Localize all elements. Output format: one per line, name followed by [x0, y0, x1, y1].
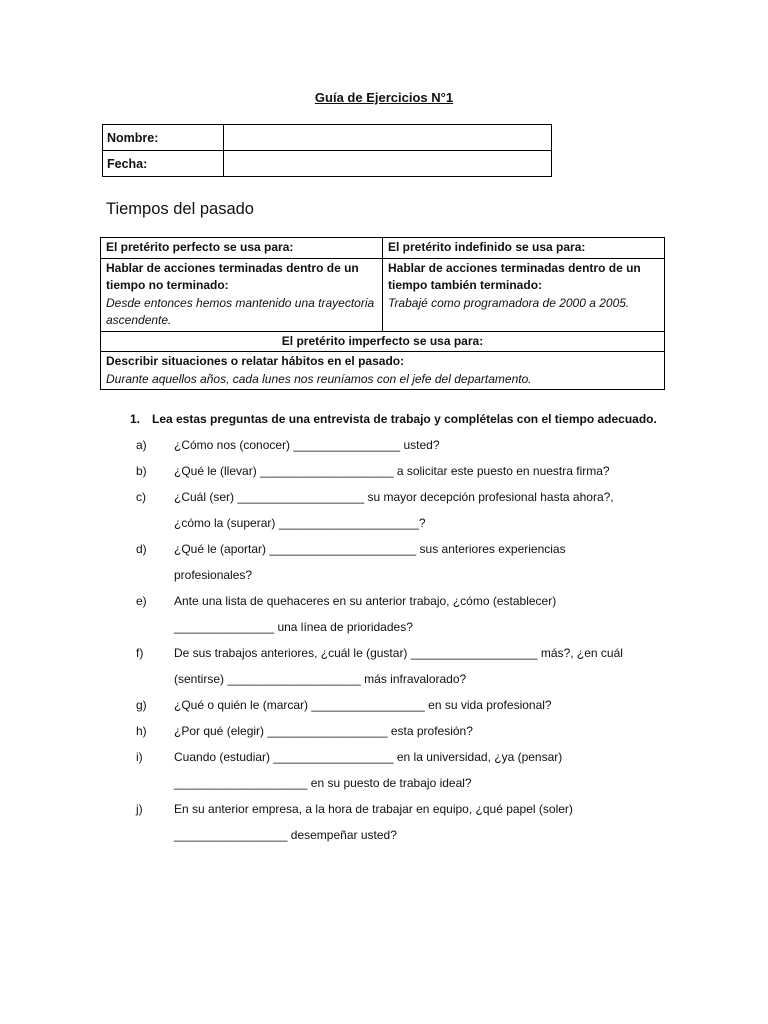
item-text: [174, 640, 690, 692]
grammar-header-row: [101, 238, 665, 259]
item-text: [174, 692, 690, 718]
item-letter: e): [136, 594, 147, 608]
exercise-instruction-text: Lea estas preguntas de una entrevista de trabajo y complételas con el tiempo adecuado.: [152, 412, 657, 426]
perfecto-header: El pretérito perfecto se usa para:: [101, 238, 383, 259]
grammar-table: [100, 237, 665, 390]
exercise-item: [130, 588, 690, 640]
exercise-item: [130, 692, 690, 718]
indefinido-example: Trabajé como programadora de 2000 a 2005.: [388, 295, 630, 310]
exercise-item: [130, 718, 690, 744]
exercise-1: [130, 412, 690, 848]
date-field[interactable]: [224, 151, 552, 177]
exercise-items: [130, 432, 690, 848]
item-letter: d): [136, 542, 147, 556]
date-label: Fecha:: [103, 151, 224, 177]
imperfecto-rule-row: [101, 352, 665, 390]
item-letter: a): [136, 438, 147, 452]
item-line: profesionales?: [174, 568, 253, 582]
item-line: ¿Cuál (ser) ___________________ su mayor decepción profesional hasta ahora?,: [174, 490, 614, 504]
section-title: Tiempos del pasado: [106, 200, 254, 218]
item-text: [174, 718, 690, 744]
item-text: [174, 458, 690, 484]
item-line: ¿Por qué (elegir) __________________ esta profesión?: [174, 724, 473, 738]
document-title: Guía de Ejercicios N°1: [314, 90, 454, 105]
item-text: [174, 744, 690, 796]
item-line: _________________ desempeñar usted?: [174, 828, 397, 842]
grammar-rules-row: [101, 258, 665, 331]
perfecto-cell: [101, 258, 383, 331]
date-row: [103, 151, 552, 177]
indefinido-cell: [383, 258, 665, 331]
exercise-instruction: [130, 412, 690, 432]
item-line: De sus trabajos anteriores, ¿cuál le (gustar) ___________________ más?, ¿en cuál: [174, 646, 623, 660]
item-line: ¿Qué o quién le (marcar) _________________ en su vida profesional?: [174, 698, 552, 712]
item-text: [174, 432, 690, 458]
name-field[interactable]: [224, 125, 552, 151]
imperfecto-header: El pretérito imperfecto se usa para:: [101, 331, 665, 352]
imperfecto-header-row: [101, 331, 665, 352]
item-letter: g): [136, 698, 147, 712]
perfecto-rule: Hablar de acciones terminadas dentro de un tiempo no terminado:: [106, 260, 359, 292]
item-line: (sentirse) ____________________ más infravalorado?: [174, 672, 467, 686]
exercise-item: [130, 640, 690, 692]
exercise-item: [130, 796, 690, 848]
imperfecto-rule: Describir situaciones o relatar hábitos en el pasado:: [106, 354, 405, 368]
item-line: _______________ una línea de prioridades?: [174, 620, 413, 634]
item-line: ____________________ en su puesto de trabajo ideal?: [174, 776, 472, 790]
item-line: ¿Cómo nos (conocer) ________________ usted?: [174, 438, 440, 452]
item-letter: c): [136, 490, 146, 504]
exercise-item: [130, 458, 690, 484]
imperfecto-cell: [101, 352, 665, 390]
exercise-item: [130, 744, 690, 796]
item-line: ¿Qué le (aportar) ______________________ sus anteriores experiencias: [174, 542, 566, 556]
item-line: ¿cómo la (superar) _____________________?: [174, 516, 426, 530]
item-letter: i): [136, 750, 143, 764]
name-row: [103, 125, 552, 151]
item-letter: b): [136, 464, 147, 478]
indefinido-header: El pretérito indefinido se usa para:: [383, 238, 665, 259]
indefinido-rule: Hablar de acciones terminadas dentro de un tiempo también terminado:: [388, 260, 641, 292]
exercise-number: 1.: [130, 412, 141, 426]
item-line: ¿Qué le (llevar) ____________________ a solicitar este puesto en nuestra firma?: [174, 464, 610, 478]
item-line: Ante una lista de quehaceres en su anterior trabajo, ¿cómo (establecer): [174, 594, 557, 608]
perfecto-example: Desde entonces hemos mantenido una trayectoria ascendente.: [106, 295, 375, 327]
item-letter: h): [136, 724, 147, 738]
item-line: Cuando (estudiar) __________________ en la universidad, ¿ya (pensar): [174, 750, 563, 764]
item-text: [174, 484, 690, 536]
exercise-item: [130, 484, 690, 536]
item-text: [174, 536, 690, 588]
item-text: [174, 796, 690, 848]
student-info-table: [102, 124, 552, 177]
imperfecto-example: Durante aquellos años, cada lunes nos reuníamos con el jefe del departamento.: [106, 371, 532, 386]
name-label: Nombre:: [103, 125, 224, 151]
exercise-item: [130, 432, 690, 458]
item-letter: f): [136, 646, 144, 660]
item-text: [174, 588, 690, 640]
item-letter: j): [136, 802, 143, 816]
exercise-item: [130, 536, 690, 588]
item-line: En su anterior empresa, a la hora de trabajar en equipo, ¿qué papel (soler): [174, 802, 573, 816]
